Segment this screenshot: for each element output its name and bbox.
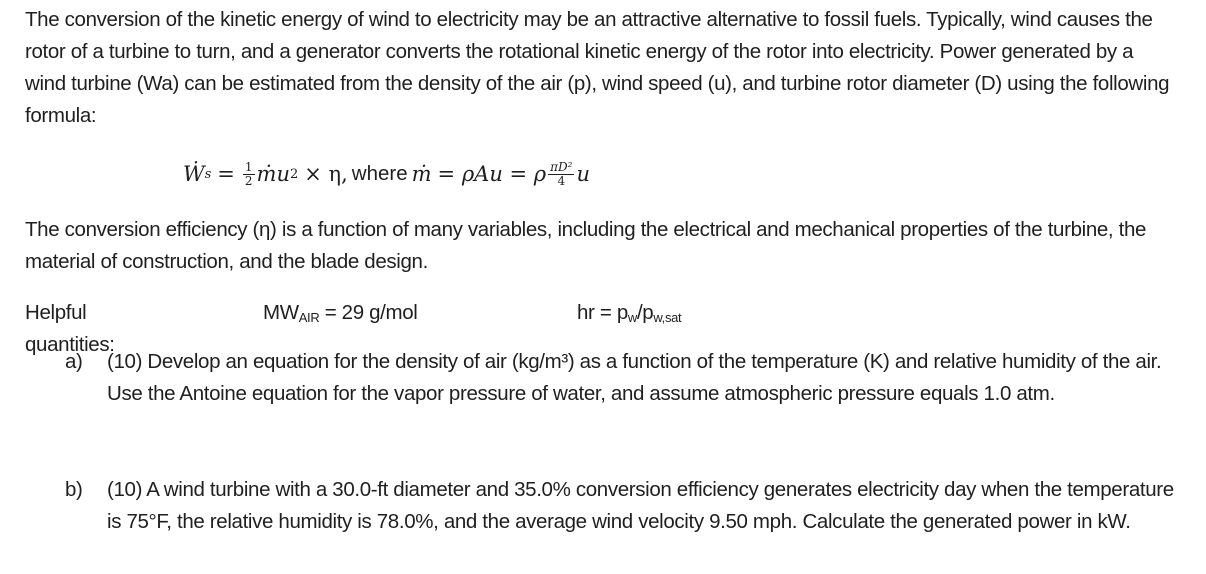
- formula-u: u: [276, 162, 290, 186]
- formula-square: 2: [289, 166, 299, 182]
- formula-times-eta: × η,: [304, 162, 348, 186]
- question-b-text: (10) A wind turbine with a 30.0-ft diameter and 35.0% conversion efficiency generates electricity day when the temperature is 75°F, the relative humidity is 78.0%, and the average wind velocity 9.50 mph. Calculate the generated power in kW.: [107, 478, 1174, 533]
- hr-text: hr = p: [577, 301, 628, 324]
- half-denominator: 2: [244, 173, 253, 188]
- formula-area-fraction: [548, 161, 574, 188]
- efficiency-paragraph: The conversion efficiency (η) is a function of many variables, including the electrical and mechanical properties of the turbine, the material of construction, and the blade design.: [25, 218, 1147, 273]
- hr-sub-wsat: w,sat: [653, 310, 682, 325]
- mw-value: = 29 g/mol: [319, 301, 418, 324]
- intro-paragraph: The conversion of the kinetic energy of wind to electricity may be an attractive alternative to fossil fuels. Typically, wind causes the rotor of a turbine to turn, and a generator converts the rotational kinetic energy of the rotor into electricity. Power generated by a wind turbine (Wa) can be estimated from the density of the air (p), wind speed (u), and turbine rotor diameter (D) using the following formula:: [25, 8, 1170, 127]
- area-numerator: πD²: [550, 159, 573, 174]
- formula-mdot-2: ṁ: [411, 162, 432, 186]
- power-formula: Ẇ s = $\frac{1}{2}$ ṁ u 2 × η, where ṁ = ρAu = ρ $\frac{\text{πD²}}{4}$ u: [183, 159, 591, 188]
- mw-symbol: MW: [263, 301, 299, 324]
- formula-rhs: = ρAu = ρ: [437, 162, 547, 186]
- formula-lhs-sub: s: [204, 166, 212, 182]
- formula-u-2: u: [576, 162, 591, 186]
- formula-half: [243, 161, 255, 188]
- mw-subscript: AIR: [298, 310, 320, 325]
- question-b-label: b): [65, 478, 83, 501]
- helpful-label: Helpful quantities:: [25, 301, 115, 356]
- hr-mid: /p: [636, 301, 654, 324]
- molar-mass-air: [263, 297, 418, 334]
- hr-sub-w: w: [627, 310, 637, 325]
- question-a-label: a): [65, 350, 83, 373]
- question-b: [65, 474, 1175, 538]
- half-numerator: 1: [244, 159, 253, 174]
- area-denominator: 4: [557, 173, 566, 188]
- relative-humidity-definition: [577, 297, 681, 334]
- question-a: [65, 346, 1175, 410]
- formula-mdot: ṁ: [256, 162, 277, 186]
- formula-lhs: Ẇ: [183, 162, 205, 186]
- formula-where: where: [351, 162, 408, 185]
- question-a-text: (10) Develop an equation for the density of air (kg/m³) as a function of the temperature (K) and relative humidity of the air. Use the Antoine equation for the vapor pressure of water, and assume atmospheric pressure equals 1.0 atm.: [107, 350, 1162, 405]
